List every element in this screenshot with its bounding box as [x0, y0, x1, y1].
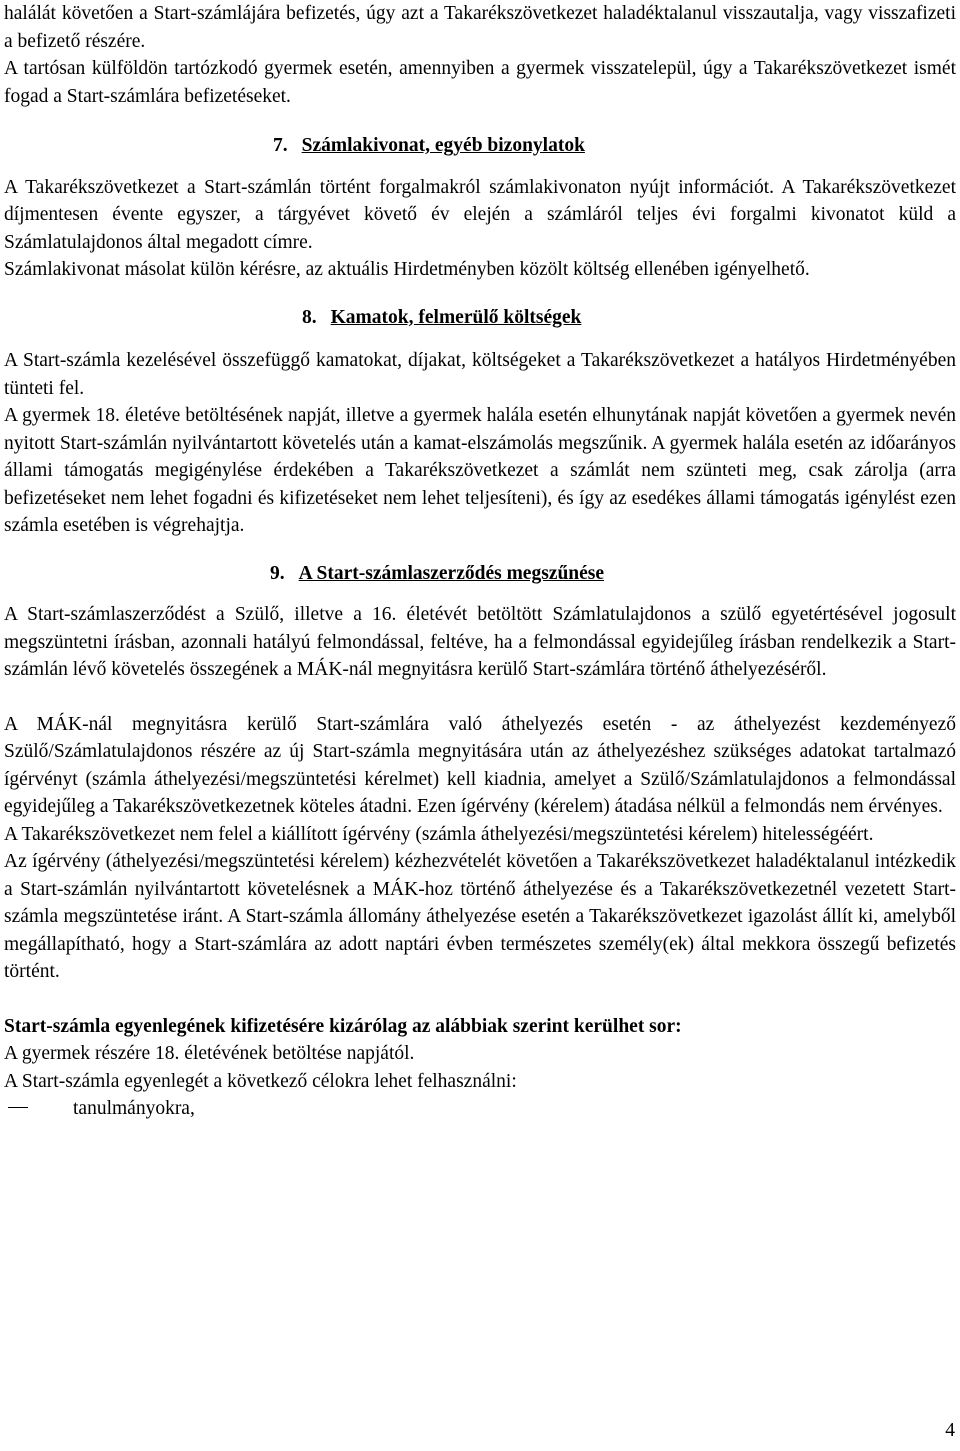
section-8-paragraph-1: A Start-számla kezelésével összefüggő kamatokat, díjakat, költségeket a Takarékszövetkezet a hatályos Hirdetményében tünteti fel. [4, 350, 956, 399]
section-7-paragraph-2: Számlakivonat másolat külön kérésre, az aktuális Hirdetményben közölt költség ellenében igényelhető. [4, 259, 810, 280]
section-9-title: A Start-számlaszerződés megszűnése [298, 562, 605, 584]
payout-heading: Start-számla egyenlegének kifizetésére kizárólag az alábbiak szerint kerülhet sor: [4, 1015, 682, 1037]
list-item [4, 1095, 956, 1123]
section-7-number: 7. [273, 135, 288, 156]
document-page [4, 0, 956, 1123]
section-8-heading [4, 304, 956, 332]
section-9-number: 9. [270, 562, 285, 584]
section-8-number: 8. [302, 306, 317, 328]
section-9-paragraph-1: A Start-számlaszerződést a Szülő, illetve a 16. életévét betöltött Számlatulajdonos a szülő egyetértésével jogosult megszüntetni írásban, azonnali hatályú felmondással, feltéve, ha a felmondással egyidejűleg írásban rendelkezik a Start-számlán lévő követelés összegének a MÁK-nál megnyitásra kerülő Start-számlára történő áthelyezéséről. [4, 604, 956, 680]
section-7-title: Számlakivonat, egyéb bizonylatok [301, 135, 585, 156]
page-number: 4 [945, 1420, 955, 1441]
paragraph-gap [4, 986, 956, 1013]
section-9-paragraph-2: A MÁK-nál megnyitásra kerülő Start-számlára való áthelyezés esetén - az áthelyezést kezdeményező Szülő/Számlatulajdonos részére az új Start-számla megnyitására után az áthelyezéshez szükséges adatokat tartalmazó ígérvényt (számla áthelyezési/megszüntetési kérelmet) kell kiadnia, amelyet a Szülő/Számlatulajdonos a felmondással egyidejűleg a Takarékszövetkezetnek köteles átadni. Ezen ígérvény (kérelem) átadása nélkül a felmondás nem érvényes. [4, 713, 956, 817]
section-9-heading [4, 560, 956, 588]
paragraph-gap [4, 684, 956, 711]
payout-line-2: A Start-számla egyenlegét a következő célokra lehet felhasználni: [4, 1070, 517, 1092]
intro-paragraph-2: A tartósan külföldön tartózkodó gyermek esetén, amennyiben a gyermek visszatelepül, úgy a Takarékszövetkezet ismét fogad a Start-számlára befizetéseket. [4, 58, 956, 107]
dash-bullet-icon [8, 1107, 28, 1108]
section-7-heading [4, 132, 956, 160]
payout-line-1: A gyermek részére 18. életévének betöltése napjától. [4, 1043, 415, 1064]
intro-paragraph-1: halálát követően a Start-számlájára befizetés, úgy azt a Takarékszövetkezet haladéktalanul visszautalja, vagy visszafizeti a befizető részére. [4, 3, 956, 52]
section-9-paragraph-3: A Takarékszövetkezet nem felel a kiállított ígérvény (számla áthelyezési/megszüntetési kérelem) hitelességéért. [4, 823, 874, 845]
section-8-paragraph-2: A gyermek 18. életéve betöltésének napját, illetve a gyermek halála esetén elhunytának napját követően a gyermek nevén nyitott Start-számlán nyilvántartott követelés után a kamat-elszámolás megszűnik. A gyermek halála esetén az időarányos állami támogatás megigénylése érdekében a Takarékszövetkezet a számlát nem szünteti meg, csak zárolja (arra befizetéseket nem lehet fogadni és kifizetéseket nem lehet teljesíteni), és így az esedékes állami támogatás igénylést ezen számla esetében is végrehajtja. [4, 405, 956, 536]
section-7-paragraph-1: A Takarékszövetkezet a Start-számlán történt forgalmakról számlakivonaton nyújt információt. A Takarékszövetkezet díjmentesen évente egyszer, a tárgyévet követő év elején a számláról teljes évi forgalmi kivonatot küld a Számlatulajdonos által megadott címre. [4, 176, 956, 253]
section-8-title: Kamatok, felmerülő költségek [330, 306, 582, 328]
list-item-text: tanulmányokra, [73, 1098, 195, 1119]
section-9-paragraph-4: Az ígérvény (áthelyezési/megszüntetési kérelem) kézhezvételét követően a Takarékszövetkezet haladéktalanul intézkedik a Start-számlán nyilvántartott követelésnek a MÁK-hoz történő áthelyezése és a Takarékszövetkezetnél vezetett Start-számla megszüntetése iránt. A Start-számla állomány áthelyezése esetén a Takarékszövetkezet igazolást állít ki, amelyből megállapítható, hogy a Start-számlára az adott naptári évben természetes személy(ek) által mekkora összegű befizetés történt. [4, 851, 956, 982]
